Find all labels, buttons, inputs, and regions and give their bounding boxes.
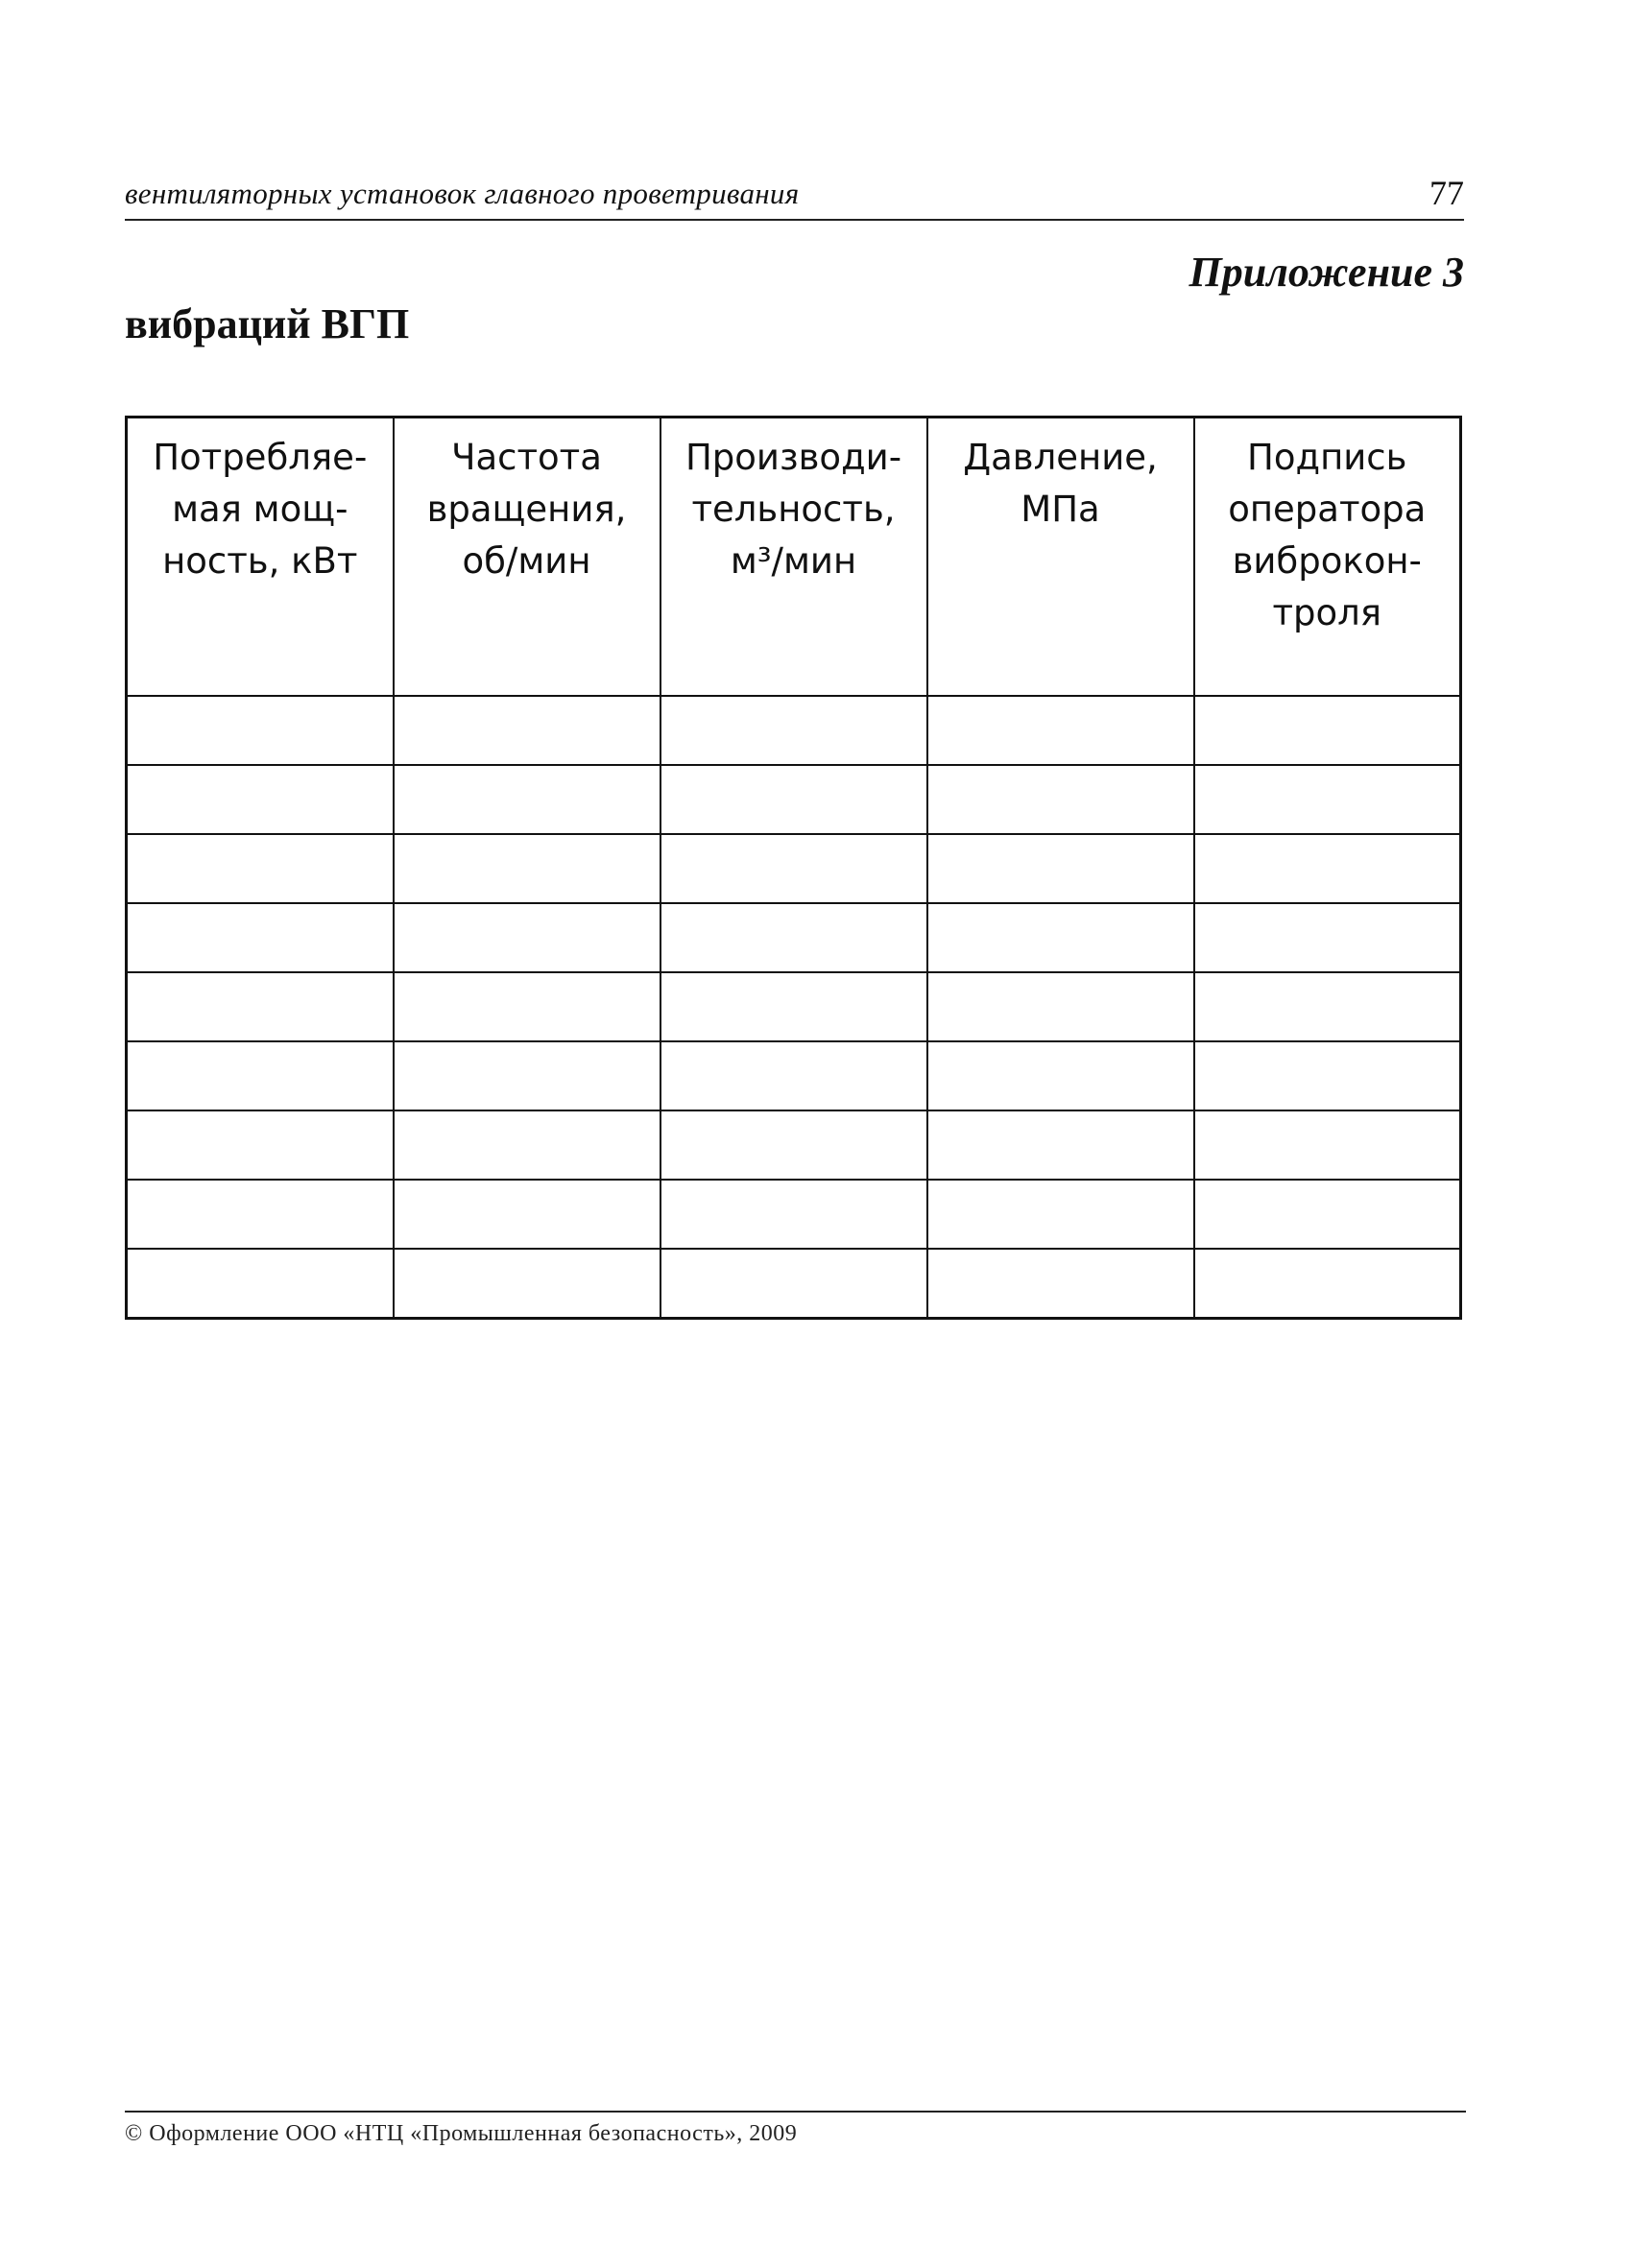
table-cell [127,903,394,972]
column-header-line: мая мощ- [172,489,348,530]
table-cell [927,1180,1194,1249]
page-number: 77 [1429,174,1464,212]
table-cell [927,1110,1194,1180]
table-cell [127,972,394,1041]
table-cell [1194,903,1461,972]
table-cell [394,834,660,903]
table-cell [394,903,660,972]
table-cell [660,834,927,903]
column-header [1194,418,1461,696]
table-cell [394,765,660,834]
table-cell [1194,696,1461,765]
column-header-line: Производи- [684,437,902,478]
table-cell [127,834,394,903]
column-header-line: тельность, [691,489,896,530]
table-cell [1194,1110,1461,1180]
column-header [927,418,1194,696]
column-header-line: ность, кВт [162,540,358,582]
table-cell [1194,1041,1461,1110]
table-cell [927,834,1194,903]
table-cell [1194,972,1461,1041]
table-row [127,1180,1461,1249]
table-row [127,765,1461,834]
column-header-line: м³/мин [730,540,857,582]
table-cell [660,903,927,972]
table-cell [127,765,394,834]
table-cell [394,972,660,1041]
table-cell [660,1249,927,1319]
table-row [127,1110,1461,1180]
table-cell [927,765,1194,834]
table-cell [660,696,927,765]
footer-divider [125,2111,1466,2113]
table-cell [660,1041,927,1110]
column-header-line: об/мин [462,540,591,582]
table-row [127,834,1461,903]
table-cell [127,1041,394,1110]
table-cell [394,1110,660,1180]
table-cell [1194,1249,1461,1319]
table-cell [927,972,1194,1041]
table-row [127,903,1461,972]
column-header-line: Потребляе- [153,437,368,478]
table-cell [660,972,927,1041]
column-header [660,418,927,696]
column-header-line: Подпись [1247,437,1407,478]
table-cell [127,696,394,765]
table-cell [660,1110,927,1180]
table-cell [394,1249,660,1319]
column-header-line: троля [1272,592,1382,633]
column-header-line: виброкон- [1232,540,1422,582]
footer-copyright: © Оформление ООО «НТЦ «Промышленная безопасность», 2009 [125,2121,798,2146]
table-header-row [127,418,1461,696]
table-cell [1194,834,1461,903]
column-header-line: Частота [451,437,602,478]
running-head [125,169,1464,221]
table-row [127,696,1461,765]
table-cell [394,1180,660,1249]
column-header [127,418,394,696]
section-title: вибраций ВГП [125,300,410,347]
table-cell [1194,765,1461,834]
table-cell [927,903,1194,972]
appendix-label: Приложение 3 [1189,249,1464,296]
column-header-line: Давление, [963,437,1158,478]
table-row [127,1041,1461,1110]
vibration-log-table [125,416,1462,1320]
table-cell [394,1041,660,1110]
table-cell [927,1041,1194,1110]
table-cell [927,696,1194,765]
table-row [127,972,1461,1041]
column-header-line: МПа [1021,489,1100,530]
table-cell [1194,1180,1461,1249]
running-head-title: вентиляторных установок главного проветривания [125,177,800,210]
table-body [127,696,1461,1319]
table-cell [127,1180,394,1249]
table-cell [127,1110,394,1180]
table-cell [127,1249,394,1319]
table-cell [660,1180,927,1249]
table-cell [927,1249,1194,1319]
column-header [394,418,660,696]
table-cell [394,696,660,765]
column-header-line: оператора [1228,489,1427,530]
table-row [127,1249,1461,1319]
table-cell [660,765,927,834]
column-header-line: вращения, [426,489,627,530]
